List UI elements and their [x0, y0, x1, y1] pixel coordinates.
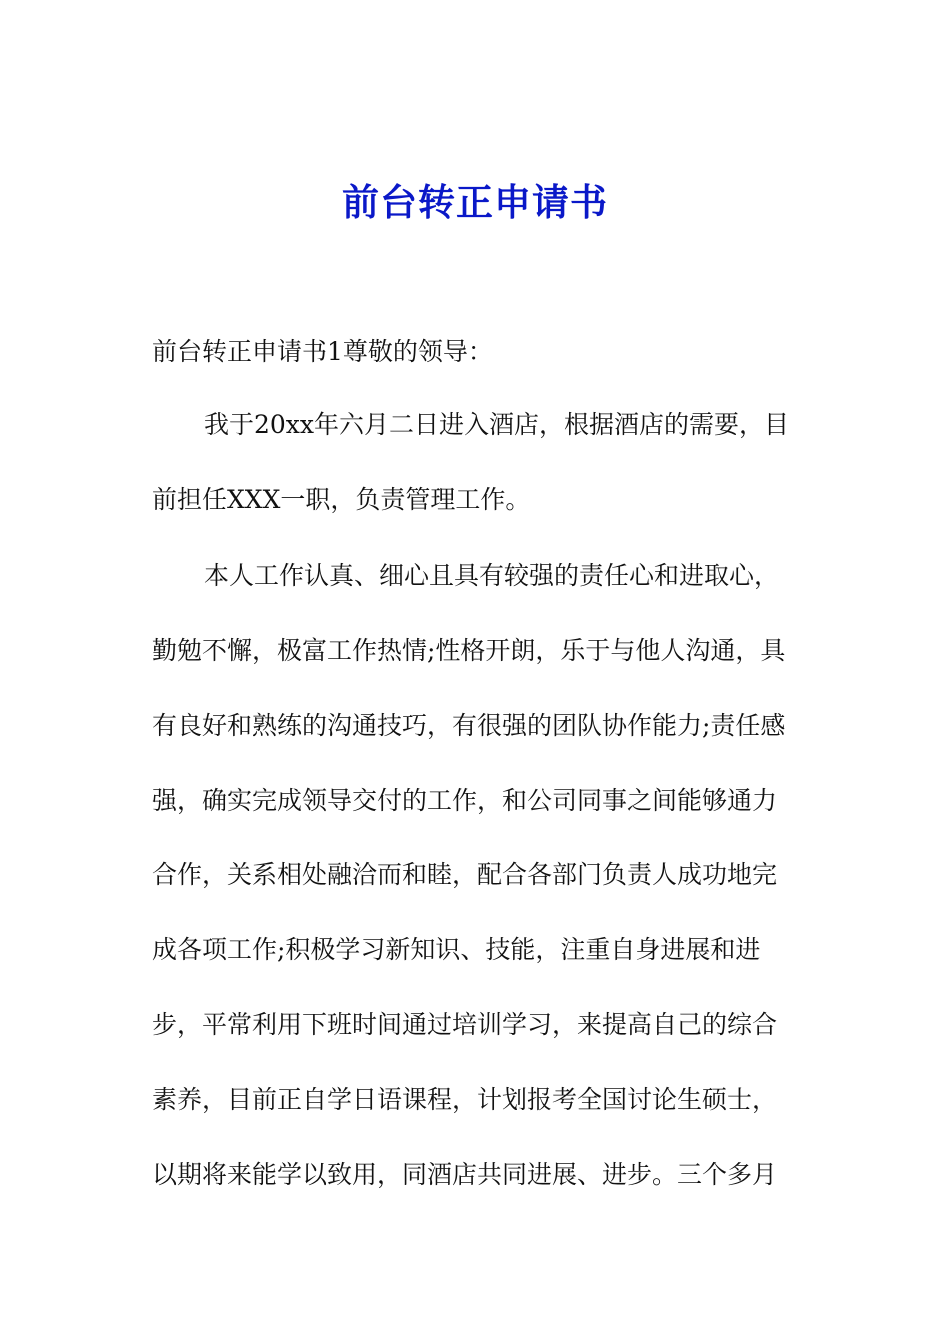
paragraph-line: 勤勉不懈，极富工作热情;性格开朗，乐于与他人沟通，具: [152, 636, 786, 665]
paragraph-line: 步，平常利用下班时间通过培训学习，来提高自己的综合: [152, 1010, 778, 1039]
paragraph-line: 我于20xx年六月二日进入酒店，根据酒店的需要，目: [204, 410, 790, 439]
paragraph-line: 本人工作认真、细心且具有较强的责任心和进取心，: [204, 561, 780, 590]
salutation-line: 前台转正申请书1尊敬的领导：: [152, 337, 493, 366]
paragraph-line: 有良好和熟练的沟通技巧，有很强的团队协作能力;责任感: [152, 711, 786, 740]
paragraph-line: 合作，关系相处融洽而和睦，配合各部门负责人成功地完: [152, 860, 778, 889]
paragraph-line: 强，确实完成领导交付的工作，和公司同事之间能够通力: [152, 786, 778, 815]
paragraph-line: 素养，目前正自学日语课程，计划报考全国讨论生硕士，: [152, 1085, 778, 1114]
paragraph-line: 成各项工作;积极学习新知识、技能，注重自身进展和进: [152, 935, 761, 964]
paragraph-line: 前担任XXX一职，负责管理工作。: [152, 485, 531, 514]
paragraph-line: 以期将来能学以致用，同酒店共同进展、进步。三个多月: [152, 1160, 778, 1189]
document-title: 前台转正申请书: [342, 180, 608, 224]
